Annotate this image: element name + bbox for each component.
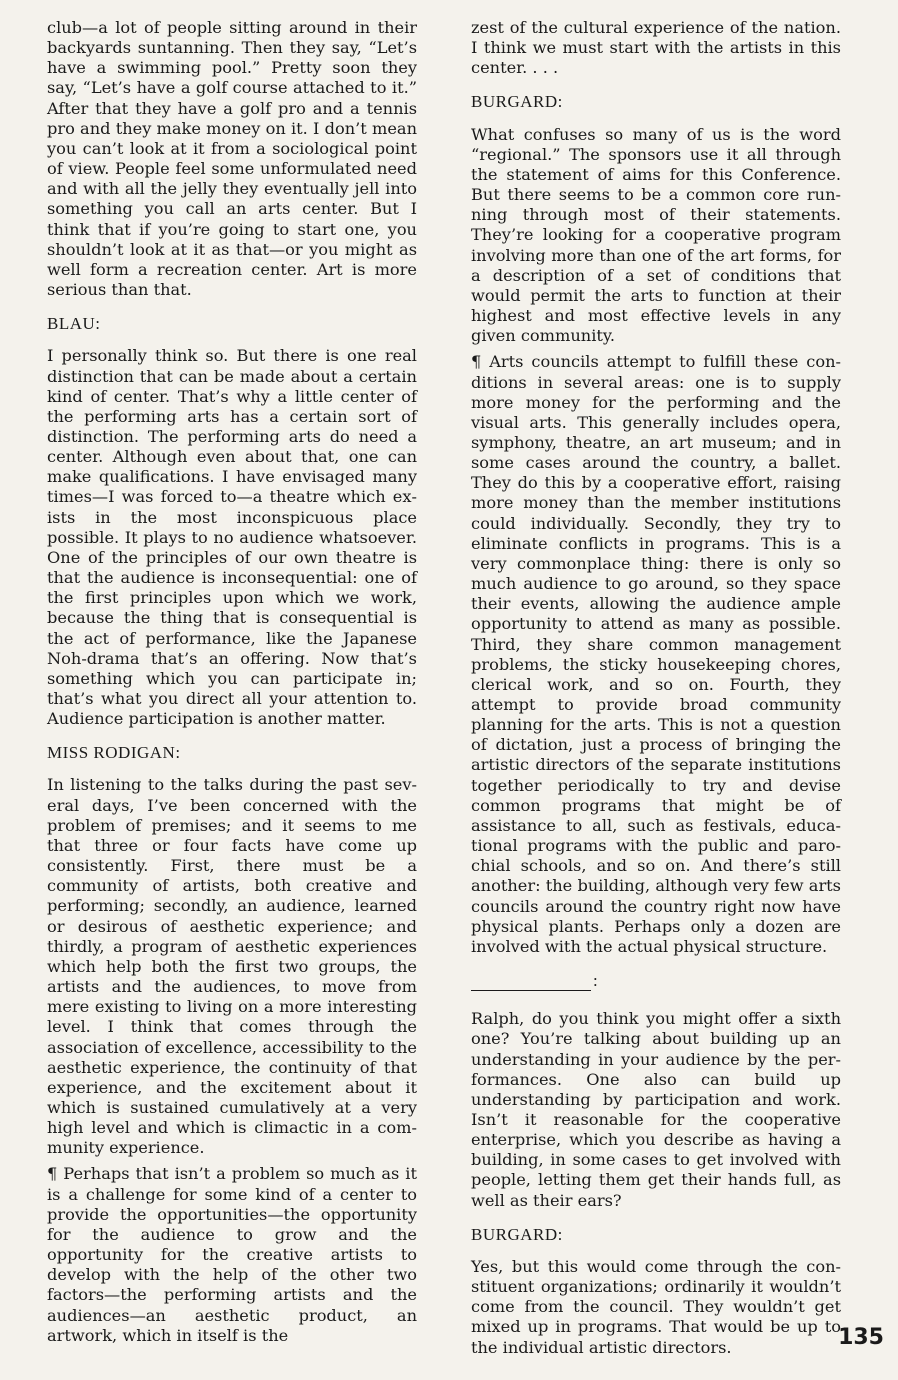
paragraph: In listening to the talks during the past several days, I’ve been concerned with the problem of premises; and it seems to me that three or four facts have come up consistently. First, there must be a community of artists, both creative and performing; secondly, an audience, learned or desirous of aesthetic experience; and thirdly, a program of aesthetic experiences which help both the first two groups, the artists and the audiences, to move from mere existing to living on a more interesting level. I think that comes through the association of excellence, accessibility to the aesthetic experience, the continuity of that experience, and the excitement about it which is sustained cumulatively at a very high level and which is climactic in a community experience.	[47, 775, 417, 1158]
paragraph: club—a lot of people sitting around in their backyards suntanning. Then they say, “Let’s have a swimming pool.” Pretty soon they say, “Let’s have a golf course attached to it.” After that they have a golf pro and a tennis pro and they make money on it. I don’t mean you can’t look at it from a sociological point of view. People feel some unformulated need and with all the jelly they eventually jell into something you call an arts center. But I think that if you’re going to start one, you shouldn’t look at it as that—or you might as well form a recreation center. Art is more serious than that.	[47, 18, 417, 300]
paragraph: What confuses so many of us is the word “regional.” The sponsors use it all through the statement of aims for this Conference. But there seems to be a common core running through most of their statements. They’re looking for a cooperative program involving more than one of the art forms, for a description of a set of conditions that would permit the arts to function at their highest and most effective levels in any given community.	[471, 124, 841, 346]
speaker-label: BLAU:	[47, 314, 101, 334]
paragraph: Ralph, do you think you might offer a sixth one? You’re talking about building up an understanding in your audience by the performances. One also can build up understanding by participation and work. Isn’t it reasonable for the cooperative enterprise, which you describe as having a building, in some cases to get involved with people, letting them get their hands full, as well as their ears?	[471, 1009, 841, 1210]
page-number: 135	[838, 1325, 884, 1350]
unnamed-speaker-label	[471, 971, 841, 991]
right-column	[471, 18, 841, 1372]
speaker-label: BURGARD:	[471, 1224, 563, 1244]
paragraph: zest of the cultural experience of the nation. I think we must start with the artists in this center. . . .	[471, 18, 841, 78]
paragraph: I personally think so. But there is one real distinction that can be made about a certain kind of center. That’s why a little center of the performing arts has a certain sort of distinction. The performing arts do need a center. Although even about that, one can make qualifications. I have envisaged many times—I was forced to—a theatre which exists in the most inconspicuous place possible. It plays to no audience whatsoever. One of the principles of our own theatre is that the audience is inconsequential: one of the first principles upon which we work, because the thing that is consequential is the act of performance, like the Japanese Noh-drama that’s an offering. Now that’s something which you can participate in; that’s what you direct all your attention to. Audience participation is another matter.	[47, 346, 417, 729]
speaker-label: MISS RODIGAN:	[47, 743, 181, 763]
speaker-colon: :	[593, 971, 598, 991]
paragraph: Yes, but this would come through the constituent organizations; ordinarily it wouldn’t come from the council. They wouldn’t get mixed up in programs. That would be up to the individual artistic directors.	[471, 1256, 841, 1357]
speaker-blank-line	[471, 980, 591, 991]
paragraph: ¶ Arts councils attempt to fulfill these conditions in several areas: one is to supply more money for the performing and the visual arts. This generally includes opera, symphony, theatre, an art museum; and in some cases around the country, a ballet. They do this by a cooperative effort, raising more money than the member institutions could individually. Secondly, they try to eliminate conflicts in programs. This is a very commonplace thing: there is only so much audience to go around, so they space their events, allowing the audience ample opportunity to attend as many as possible. Third, they share common management problems, the sticky housekeeping chores, clerical work, and so on. Fourth, they attempt to provide broad community planning for the arts. This is not a question of dictation, just a process of bringing the artistic directors of the separate institutions together periodically to try and devise common programs that might be of assistance to all, such as festivals, educational programs with the public and parochial schools, and so on. And there’s still another: the building, although very few arts councils around the country right now have physical plants. Perhaps only a dozen are involved with the actual physical structure.	[471, 352, 841, 956]
speaker-label: BURGARD:	[471, 92, 563, 112]
left-column	[47, 18, 417, 1360]
paragraph: ¶ Perhaps that isn’t a problem so much as it is a challenge for some kind of a center to provide the opportunities—the opportunity for the audience to grow and the opportunity for the creative artists to develop with the help of the other two factors—the performing artists and the audiences—an aesthetic product, an artwork, which in itself is the	[47, 1164, 417, 1345]
